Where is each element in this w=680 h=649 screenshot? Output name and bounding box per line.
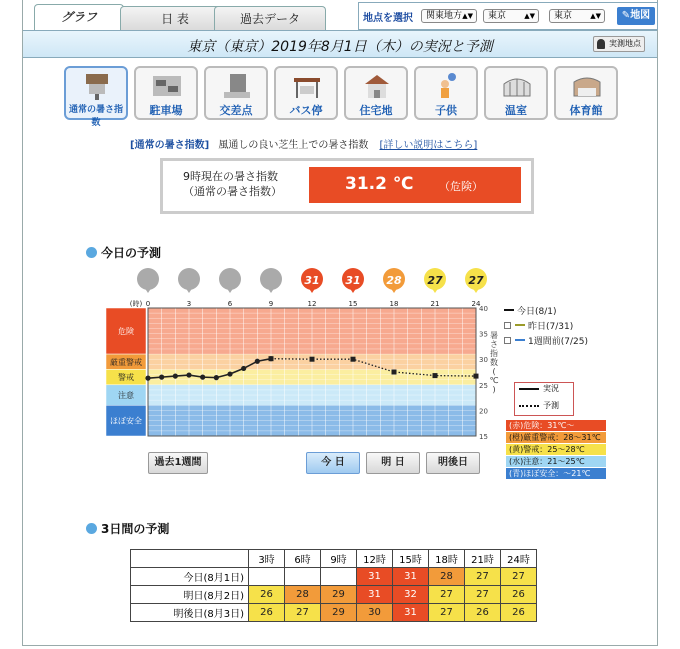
actual-point [173,373,178,378]
current-value-box [160,158,534,214]
x-tick-label: 3 [186,300,192,308]
tab-past-data[interactable]: 過去データ [214,6,326,32]
table-cell: 27 [429,604,465,622]
y-axis-label-char: ℃ [489,376,499,385]
risk-level-severe [506,432,606,444]
child-icon [432,72,462,100]
three-day-section-label: 3日間の予測 [101,522,170,536]
table-row [131,568,537,586]
hourly-badge [219,268,241,290]
observation-point-label: 実測地点 [609,39,641,48]
risk-range: ：31℃～ [539,421,575,430]
table-cell [285,568,321,586]
table-corner [131,550,249,568]
table-row-label: 明後日(8月3日) [131,604,249,622]
band-label: ほぼ安全 [110,416,142,426]
risk-level-warning [506,444,606,456]
table-cell: 27 [429,586,465,604]
actual-point [214,375,219,380]
category-label: 駐車場 [149,104,183,117]
table-cell: 30 [357,604,393,622]
table-row-label: 明日(8月2日) [131,586,249,604]
risk-range: ：25～28℃ [539,445,585,454]
risk-level-caution [506,456,606,468]
risk-label: (青)ほぼ安全 [509,469,556,478]
x-tick-label: 24 [471,300,481,308]
prefecture-select[interactable] [483,9,539,23]
y-tick-label: 15 [479,433,488,441]
y-axis-label-char: 暑 [490,331,498,340]
line-style-legend [514,382,574,416]
table-hour-header: 9時 [321,550,357,568]
risk-level-safe [506,468,606,480]
legend-yesterday-label: 昨日(7/31) [528,322,574,332]
chart-side-legend [504,306,588,351]
table-cell: 28 [429,568,465,586]
risk-label: (水)注意 [509,457,540,466]
tomorrow-button[interactable]: 明 日 [366,452,420,474]
bullet-icon [86,523,97,534]
table-cell: 31 [357,586,393,604]
risk-range: ：28～31℃ [555,433,601,442]
y-tick-label: 30 [479,356,488,365]
hourly-badge-value: 28 [386,274,402,287]
greenhouse-icon [502,72,532,100]
current-label-line1: 9時現在の暑さ指数 [183,170,278,183]
line-swatch-icon [515,324,525,326]
hourly-badge-value: 31 [345,274,361,287]
description-key: [通常の暑さ指数] [130,140,210,151]
chevron-down-icon: ▲▼ [590,12,601,20]
dotted-line-icon [519,405,539,407]
x-tick-label: 21 [430,300,440,308]
x-axis-unit: (時) [129,300,143,308]
region-select[interactable] [421,9,477,23]
day-after-button[interactable]: 明後日 [426,452,480,474]
risk-label: (橙)厳重警戒 [509,433,556,442]
page-title: 東京（東京）2019年8月1日（木）の実況と予測 [187,39,493,55]
table-cell [321,568,357,586]
forecast-point [433,373,438,378]
category-greenhouse[interactable] [484,66,548,120]
category-label: 体育館 [569,104,603,117]
risk-range: ：～21℃ [555,469,591,478]
region-value: 関東地方 [426,11,463,21]
checkbox-yesterday[interactable] [504,322,511,329]
checkbox-week-ago[interactable] [504,337,511,344]
legend-today-label: 今日(8/1) [517,307,557,317]
gym-icon [572,72,602,100]
forecast-point [269,356,274,361]
table-cell: 27 [465,586,501,604]
description-text: 風通しの良い芝生上での暑さ指数 [218,140,369,151]
table-cell: 26 [501,604,537,622]
map-button-label: 地図 [630,10,651,21]
hourly-badge-pointer [308,287,316,293]
legend-yesterday[interactable] [504,321,588,336]
table-hour-header: 12時 [357,550,393,568]
table-cell: 27 [285,604,321,622]
thermometer-icon [82,72,112,100]
three-day-forecast-table [130,549,537,622]
table-cell: 29 [321,604,357,622]
chevron-down-icon: ▲▼ [462,12,473,20]
house-icon [362,72,392,100]
hourly-badge-pointer [472,287,480,293]
risk-label: (黄)警戒 [509,445,540,454]
legend-forecast-label: 予測 [543,401,559,410]
current-value: 31.2 ℃ [345,174,414,194]
three-day-section-title [86,520,169,537]
category-label: 住宅地 [359,104,393,117]
bullet-icon [86,247,97,258]
risk-level-legend [506,420,606,480]
table-row [131,586,537,604]
y-axis-label-char: ( [492,367,496,376]
actual-point [227,371,232,376]
table-hour-header: 18時 [429,550,465,568]
band-label: 注意 [118,391,134,401]
title-bar [23,30,657,58]
legend-today [504,306,588,321]
bus-stop-icon [292,72,322,100]
band-label: 危険 [118,327,134,337]
table-row-label: 今日(8月1日) [131,568,249,586]
category-residential[interactable] [344,66,408,120]
person-icon [597,39,605,49]
category-label: 交差点 [219,104,253,117]
table-hour-header: 3時 [249,550,285,568]
actual-point [255,359,260,364]
map-button[interactable] [617,7,655,25]
table-header-row [131,550,537,568]
table-cell [249,568,285,586]
y-tick-label: 20 [479,407,488,416]
x-tick-label: 15 [348,300,358,308]
today-section-title [86,244,161,261]
y-tick-label: 40 [479,305,488,313]
band-label: 厳重警戒 [110,357,142,367]
location-selector [358,2,658,30]
current-level: （危険） [439,180,483,193]
line-swatch-icon [504,309,514,311]
category-label: 温室 [505,104,527,117]
map-icon: ✎ [621,10,631,21]
hourly-badge-value: 27 [427,274,443,287]
category-label: 通常の暑さ指数 [68,105,123,128]
x-tick-label: 6 [227,300,233,308]
y-tick-label: 25 [479,381,488,390]
actual-point [241,366,246,371]
actual-point [200,375,205,380]
y-axis-label-char: さ [490,340,498,349]
table-hour-header: 24時 [501,550,537,568]
table-hour-header: 21時 [465,550,501,568]
actual-point [186,372,191,377]
tab-graph[interactable]: グラフ [34,4,124,32]
intersection-icon [222,72,252,100]
table-cell: 27 [501,568,537,586]
table-row [131,604,537,622]
current-label [183,169,282,199]
hourly-badge-value: 31 [304,274,320,287]
station-value: 東京 [554,11,573,21]
y-tick-label: 35 [479,330,488,339]
risk-level-danger [506,420,606,432]
line-swatch-icon [515,339,525,341]
table-cell: 31 [393,568,429,586]
table-cell: 27 [465,568,501,586]
hourly-badge-value: 27 [468,274,484,287]
risk-range: ：21～25℃ [539,457,585,466]
category-bus-stop[interactable] [274,66,338,120]
forecast-point [310,357,315,362]
location-label: 地点を選択 [363,13,413,24]
details-link[interactable]: [詳しい説明はこちら] [379,140,478,151]
category-parking[interactable] [134,66,198,120]
forecast-point [474,374,479,379]
table-cell: 26 [249,586,285,604]
tab-daily-table[interactable]: 日 表 [120,6,230,32]
table-cell: 31 [393,604,429,622]
hourly-badge [260,268,282,290]
table-cell: 32 [393,586,429,604]
table-cell: 26 [249,604,285,622]
chevron-down-icon: ▲▼ [524,12,535,20]
prefecture-value: 東京 [488,11,507,21]
hourly-badge-pointer [144,287,152,293]
actual-point [145,376,150,381]
forecast-point [392,370,397,375]
table-hour-header: 15時 [393,550,429,568]
legend-actual-label: 実況 [543,384,559,393]
category-label: バス停 [289,104,323,117]
current-label-line2: （通常の暑さ指数） [183,185,282,198]
today-section-label: 今日の予測 [101,246,162,260]
hourly-badge [178,268,200,290]
table-cell: 26 [465,604,501,622]
risk-label: (赤)危険 [509,421,540,430]
current-value-panel [309,167,521,203]
table-cell: 29 [321,586,357,604]
table-hour-header: 6時 [285,550,321,568]
y-axis-label-char: 数 [490,358,498,367]
table-cell: 31 [357,568,393,586]
actual-point [159,375,164,380]
y-axis-label-char: 指 [490,349,498,358]
category-child[interactable] [414,66,478,120]
parking-icon [152,72,182,100]
category-normal[interactable] [64,66,128,128]
hourly-badge-pointer [390,287,398,293]
forecast-point [351,357,356,362]
category-label: 子供 [435,104,457,117]
x-tick-label: 0 [145,300,151,308]
y-axis-label-char: ) [492,385,496,394]
index-description [130,136,477,151]
x-tick-label: 9 [268,300,274,308]
hourly-badge-pointer [267,287,275,293]
table-cell: 28 [285,586,321,604]
heat-index-chart [100,262,520,442]
today-button[interactable]: 今 日 [306,452,360,474]
hourly-badge-pointer [226,287,234,293]
band-label: 警戒 [118,373,134,383]
x-tick-label: 12 [307,300,317,308]
category-gym[interactable] [554,66,618,120]
category-intersection[interactable] [204,66,268,120]
station-select[interactable] [549,9,605,23]
observation-point-button[interactable] [593,36,645,52]
hourly-badge-pointer [185,287,193,293]
past-week-button[interactable]: 過去1週間 [148,452,208,474]
hourly-badge-pointer [431,287,439,293]
legend-week-ago[interactable] [504,336,588,351]
solid-line-icon [519,388,539,390]
legend-week-ago-label: 1週間前(7/25) [528,337,588,347]
hourly-badge [137,268,159,290]
x-tick-label: 18 [389,300,399,308]
hourly-badge-pointer [349,287,357,293]
table-cell: 26 [501,586,537,604]
